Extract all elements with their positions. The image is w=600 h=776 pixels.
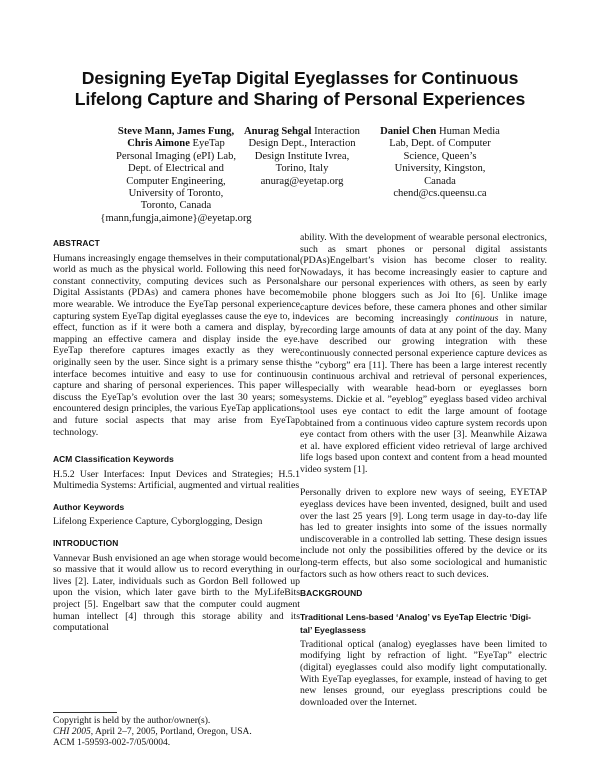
author-affil-line: Dept. of Electrical and (128, 163, 224, 175)
right-paragraph-3: Traditional optical (analog) eyeglasses have been limited to modifying light by refraction of light. ”EyeTap” electric (digital) eyeglasses could also modify light computationally. With EyeTap eyeglasses, for example, instead of having to get new lenses ground, our eyeglass prescriptions could be downloaded over the Internet. (300, 638, 547, 708)
author-names-1b: Chris Aimone (127, 138, 190, 150)
footer-line-3: ACM 1-59593-002-7/05/0004. (53, 738, 171, 748)
author-affil-line: Personal Imaging (ePI) Lab, (115, 150, 237, 162)
paper-title (40, 68, 560, 110)
author-affil-line: Torino, Italy (275, 163, 329, 175)
author-affil-line: Design Institute Ivrea, (254, 150, 350, 162)
acm-text: H.5.2 User Interfaces: Input Devices and Strategies; H.5.1 Multimedia Systems: Artificial, augmented and virtual realities (53, 468, 300, 492)
title-line-2: Lifelong Capture and Sharing of Personal Experiences (74, 89, 526, 109)
keywords-heading: Author Keywords (53, 501, 125, 512)
footer-rule (53, 712, 117, 713)
para1-text-b: in nature, recording large amounts of data at any point of the day. Many have described our growing integration with these continuously connected personal experience capture devices as the ”cyborg” era [11]. There has been a large interest recently in continuous archival and retrieval of personal experiences, especially with wearable head-born or eyeglasses born systems. Dickie et al. ”eyeblog” eyeglass based video archival tool uses eye contact to edit the large amount of footage obtained from a continuous video capture system records upon eye contact from others with the user [3]. Meanwhile Aizawa et al. have explored efficient video retrieval of large archived life logs based upon context and content from a head mounted video system [1]. (300, 313, 547, 475)
author-affil-1-inline: EyeTap (189, 138, 225, 150)
abstract-heading: ABSTRACT (53, 238, 100, 248)
author-names-3: Daniel Chen (380, 126, 437, 137)
footer-line-2 (53, 727, 252, 738)
author-email: chend@cs.queensu.ca (393, 188, 487, 200)
author-names-2: Anurag Sehgal (244, 126, 312, 137)
author-affil-line: Toronto, Canada (140, 200, 212, 212)
author-email: anurag@eyetap.org (260, 175, 344, 187)
footer-conference: CHI 2005 (53, 727, 91, 737)
subheading-line-2: tal’ Eyeglassess (300, 624, 366, 635)
author-affil-line: Science, Queen’s (403, 150, 477, 162)
right-paragraph-1 (300, 232, 547, 475)
left-column (53, 238, 300, 634)
author-affil-line: Canada (424, 175, 456, 187)
author-affil-line: University, Kingston, (394, 163, 486, 175)
author-affil-line: University of Toronto, (128, 188, 224, 200)
abstract-text: Humans increasingly engage themselves in their computational world as much as the physical world. Following this need for constant connectivity, computing devices such as Personal Digital Assistants (PDAs) and camera phones have become more wearable. We introduce the EyeTap personal experience capturing system EyeTap digital eyeglasses cause the eye to, in effect, function as if it were both a camera and display, by mapping an effective camera and display inside the eye. EyeTap therefore captures images exactly as they were originally seen by the user. Since sight is a primary sense this interface becomes intuitive and easy to use for continuous capture and sharing of personal experiences. This paper will discuss the EyeTap’s evolution over the last 30 years; some encountered design principles, the various EyeTap applications and future social aspects that may arise from EyeTap technology. (53, 252, 300, 438)
background-subheading (300, 611, 547, 637)
author-affil-2-inline: Interaction (311, 126, 360, 137)
subheading-line-1: Traditional Lens-based ‘Analog’ vs EyeTap Electric ‘Digi- (300, 611, 531, 622)
background-heading: BACKGROUND (300, 588, 363, 599)
footer-conference-details: , April 2–7, 2005, Portland, Oregon, USA. (90, 727, 252, 737)
keywords-text: Lifelong Experience Capture, Cyborglogging, Design (53, 516, 263, 528)
introduction-heading: INTRODUCTION (53, 538, 119, 549)
para1-text-a: ability. With the development of wearable personal electronics, such as smart phones or personal digital assistants (PDAs)Engelbart’s vision has become closer to reality. Nowadays, it has become increasingly easier to capture and share our personal experiences with others, as seen by early mobile phone bloggers such as Joi Ito [6]. Unlike image capture devices before, these camera phones and other similar devices are becoming increasingly (300, 232, 547, 325)
author-affil-line: Lab, Dept. of Computer (389, 138, 491, 150)
author-block-2 (222, 126, 382, 188)
para1-emphasis: continuous (455, 313, 499, 325)
introduction-text: Vannevar Bush envisioned an age when storage would become so massive that it would allow us to record everything in our lives [2]. Later, individuals such as Gordon Bell followed up upon the vision, which later gave birth to the MyLifeBits project [5]. Engelbart saw that the computer could augment human intellect [4] through this storage ability and its computational (53, 552, 300, 634)
right-column (300, 232, 547, 708)
author-affil-line: Computer Engineering, (126, 175, 226, 187)
author-names-1a: Steve Mann, James Fung, (117, 126, 235, 137)
author-affil-line: Design Dept., Interaction (248, 138, 356, 150)
copyright-footer (53, 716, 252, 749)
author-email: {mann,fungja,aimone}@eyetap.org (100, 212, 252, 224)
footer-line-1: Copyright is held by the author/owner(s). (53, 716, 211, 726)
acm-heading: ACM Classification Keywords (53, 454, 174, 465)
author-block-3 (372, 126, 508, 200)
right-paragraph-2: Personally driven to explore new ways of seeing, EYETAP eyeglass devices have been invented, designed, built and used over the last 25 years [9]. Long term usage in day-to-day life has led to greater insights into some of the issues normally undiscoverable in a controlled lab setting. These design issues include not only the possibilities offered by the device or its long-term effects, but also some sociological and humanistic factors such as how others react to such devices. (300, 487, 547, 580)
author-affil-3-inline: Human Media (436, 126, 500, 137)
title-line-1: Designing EyeTap Digital Eyeglasses for Continuous (81, 68, 519, 88)
